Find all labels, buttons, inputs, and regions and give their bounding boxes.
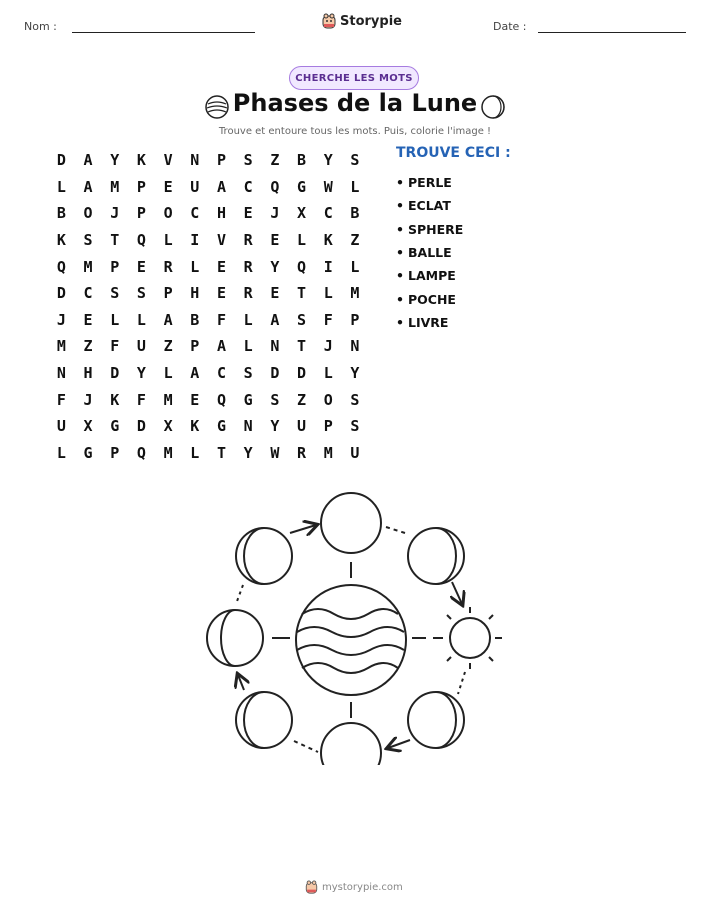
grid-cell[interactable]: R [163,257,173,276]
grid-cell[interactable]: G [83,443,93,462]
grid-cell[interactable]: L [163,231,173,250]
grid-cell[interactable]: Q [136,231,146,250]
grid-cell[interactable]: B [297,151,307,170]
grid-cell[interactable]: L [190,443,200,462]
grid-cell[interactable]: G [110,417,120,436]
grid-cell[interactable]: D [136,417,146,436]
grid-cell[interactable]: C [190,204,200,223]
grid-cell[interactable]: H [190,284,200,303]
moon-phases-diagram [195,485,510,765]
grid-cell[interactable]: T [297,284,307,303]
grid-cell[interactable]: Z [350,231,360,250]
moon-top-icon [321,493,381,553]
grid-cell[interactable]: R [243,284,253,303]
grid-cell[interactable]: D [56,151,66,170]
grid-cell[interactable]: C [83,284,93,303]
grid-cell[interactable]: L [350,177,360,196]
grid-cell[interactable]: S [243,151,253,170]
grid-cell[interactable]: K [136,151,146,170]
grid-cell[interactable]: J [83,390,93,409]
moon-bottom-right-icon [408,692,464,748]
grid-cell[interactable]: A [216,177,226,196]
grid-cell[interactable]: R [243,231,253,250]
grid-cell[interactable]: K [323,231,333,250]
storypie-logo-icon [305,880,318,894]
date-label: Date : [493,20,527,33]
grid-cell[interactable]: L [297,231,307,250]
grid-cell[interactable]: F [323,310,333,329]
grid-cell[interactable]: L [163,364,173,383]
bullet: • [396,175,404,191]
grid-cell[interactable]: R [297,443,307,462]
grid-cell[interactable]: Y [110,151,120,170]
grid-cell[interactable]: A [83,151,93,170]
grid-cell[interactable]: L [190,257,200,276]
grid-cell[interactable]: X [297,204,307,223]
arrow-icon [238,675,244,690]
grid-cell[interactable]: Z [163,337,173,356]
grid-cell[interactable]: P [216,151,226,170]
grid-cell[interactable]: K [190,417,200,436]
grid-cell[interactable]: S [297,310,307,329]
grid-cell[interactable]: V [163,151,173,170]
grid-cell[interactable]: A [216,337,226,356]
brand-name: Storypie [340,13,402,29]
word-list-item [396,311,463,334]
word-label: LIVRE [408,314,449,330]
word-list-item [396,287,463,310]
word-label: BALLE [408,245,452,261]
grid-cell[interactable]: D [297,364,307,383]
grid-cell[interactable]: J [110,204,120,223]
grid-cell[interactable]: J [270,204,280,223]
grid-cell[interactable]: U [56,417,66,436]
grid-cell[interactable]: Y [323,151,333,170]
grid-cell[interactable]: O [163,204,173,223]
grid-cell[interactable]: B [350,204,360,223]
moon-bottom-icon [321,723,381,765]
sun-icon [447,607,502,669]
arrow-icon [388,740,410,748]
grid-cell[interactable]: L [323,364,333,383]
grid-cell[interactable]: I [323,257,333,276]
grid-cell[interactable]: U [297,417,307,436]
grid-cell[interactable]: S [350,417,360,436]
grid-cell[interactable]: S [83,231,93,250]
grid-cell[interactable]: C [216,364,226,383]
grid-cell[interactable]: P [163,284,173,303]
moon-bottom-left-icon [236,692,292,748]
grid-cell[interactable]: M [163,443,173,462]
grid-cell[interactable]: W [323,177,333,196]
word-label: PERLE [408,175,452,191]
word-list-item [396,241,463,264]
brand [322,13,402,29]
grid-cell[interactable]: Q [56,257,66,276]
grid-cell[interactable]: B [56,204,66,223]
grid-cell[interactable]: R [243,257,253,276]
word-list-item [396,171,463,194]
grid-cell[interactable]: Y [243,443,253,462]
grid-cell[interactable]: P [350,310,360,329]
grid-cell[interactable]: M [56,337,66,356]
grid-cell[interactable]: S [136,284,146,303]
grid-cell[interactable]: L [243,337,253,356]
grid-cell[interactable]: Q [297,257,307,276]
moon-top-right-icon [408,528,464,584]
word-label: SPHERE [408,221,464,237]
grid-cell[interactable]: S [350,390,360,409]
bullet: • [396,198,404,214]
word-list-item [396,194,463,217]
planet-icon [296,585,406,695]
grid-cell[interactable]: Y [350,364,360,383]
grid-cell[interactable]: Z [270,151,280,170]
grid-cell[interactable]: P [110,443,120,462]
grid-cell[interactable]: O [323,390,333,409]
word-list-item [396,218,463,241]
grid-cell[interactable]: S [110,284,120,303]
word-label: LAMPE [408,268,456,284]
grid-cell[interactable]: M [163,390,173,409]
grid-cell[interactable]: E [216,284,226,303]
grid-cell[interactable]: I [190,231,200,250]
grid-cell[interactable]: L [243,310,253,329]
word-label: ECLAT [408,198,451,214]
word-list-item [396,264,463,287]
grid-cell[interactable]: F [136,390,146,409]
grid-cell[interactable]: A [190,364,200,383]
grid-cell[interactable]: V [216,231,226,250]
grid-cell[interactable]: F [110,337,120,356]
footer [305,880,403,894]
grid-cell[interactable]: U [190,177,200,196]
grid-cell[interactable]: L [323,284,333,303]
grid-cell[interactable]: S [270,390,280,409]
grid-cell[interactable]: C [243,177,253,196]
grid-cell[interactable]: Z [297,390,307,409]
name-label: Nom : [24,20,57,33]
grid-cell[interactable]: M [110,177,120,196]
grid-cell[interactable]: P [136,177,146,196]
grid-cell[interactable]: A [163,310,173,329]
grid-cell[interactable]: K [110,390,120,409]
storypie-logo-icon [322,13,336,29]
word-label: POCHE [408,291,456,307]
grid-cell[interactable]: P [323,417,333,436]
grid-cell[interactable]: L [56,177,66,196]
grid-cell[interactable]: E [243,204,253,223]
bullet: • [396,291,404,307]
grid-cell[interactable]: Y [136,364,146,383]
grid-cell[interactable]: F [216,310,226,329]
grid-cell[interactable]: F [56,390,66,409]
moon-top-left-icon [236,528,292,584]
grid-cell[interactable]: Q [136,443,146,462]
grid-cell[interactable]: G [297,177,307,196]
grid-cell[interactable]: Y [270,417,280,436]
grid-cell[interactable]: L [350,257,360,276]
grid-cell[interactable]: E [163,177,173,196]
grid-cell[interactable]: L [110,310,120,329]
grid-cell[interactable]: M [83,257,93,276]
grid-cell[interactable]: E [270,231,280,250]
grid-cell[interactable]: M [323,443,333,462]
grid-cell[interactable]: N [56,364,66,383]
grid-cell[interactable]: D [56,284,66,303]
grid-cell[interactable]: P [190,337,200,356]
bullet: • [396,245,404,261]
bullet: • [396,268,404,284]
grid-cell[interactable]: W [270,443,280,462]
grid-cell[interactable]: A [83,177,93,196]
grid-cell[interactable]: C [323,204,333,223]
grid-cell[interactable]: M [350,284,360,303]
grid-cell[interactable]: T [297,337,307,356]
grid-cell[interactable]: G [243,390,253,409]
page-title: Phases de la Lune [232,89,478,117]
grid-cell[interactable]: J [56,310,66,329]
grid-cell[interactable]: E [216,257,226,276]
grid-cell[interactable]: Q [270,177,280,196]
grid-cell[interactable]: P [136,204,146,223]
grid-cell[interactable]: Z [83,337,93,356]
bullet: • [396,314,404,330]
grid-cell[interactable]: D [270,364,280,383]
find-list-title: TROUVE CECI : [396,145,511,161]
grid-cell[interactable]: U [350,443,360,462]
grid-cell[interactable]: X [83,417,93,436]
grid-cell[interactable]: H [83,364,93,383]
moon-phase-icon [480,94,506,120]
grid-cell[interactable]: E [83,310,93,329]
grid-cell[interactable]: X [163,417,173,436]
word-list [396,171,463,334]
grid-cell[interactable]: L [56,443,66,462]
grid-cell[interactable]: S [350,151,360,170]
grid-cell[interactable]: N [190,151,200,170]
grid-cell[interactable]: D [110,364,120,383]
grid-cell[interactable]: S [243,364,253,383]
grid-cell[interactable]: T [216,443,226,462]
grid-cell[interactable]: B [190,310,200,329]
bullet: • [396,221,404,237]
grid-cell[interactable]: E [136,257,146,276]
category-badge: CHERCHE LES MOTS [289,66,419,90]
grid-cell[interactable]: T [110,231,120,250]
grid-cell[interactable]: J [323,337,333,356]
grid-cell[interactable]: O [83,204,93,223]
grid-cell[interactable]: Y [270,257,280,276]
grid-cell[interactable]: N [270,337,280,356]
grid-cell[interactable]: H [216,204,226,223]
grid-cell[interactable]: L [136,310,146,329]
grid-cell[interactable]: E [270,284,280,303]
footer-url: mystorypie.com [322,881,403,893]
grid-cell[interactable]: Q [216,390,226,409]
grid-cell[interactable]: N [350,337,360,356]
arrow-icon [452,582,462,604]
grid-cell[interactable]: E [190,390,200,409]
grid-cell[interactable]: K [56,231,66,250]
grid-cell[interactable]: U [136,337,146,356]
grid-cell[interactable]: N [243,417,253,436]
grid-cell[interactable]: A [270,310,280,329]
date-line [538,32,686,33]
grid-cell[interactable]: P [110,257,120,276]
grid-cell[interactable]: G [216,417,226,436]
instructions: Trouve et entoure tous les mots. Puis, colorie l'image ! [218,126,492,137]
moon-left-icon [207,610,263,666]
name-line [72,32,255,33]
word-search-grid [48,147,368,466]
arrow-icon [290,525,316,533]
